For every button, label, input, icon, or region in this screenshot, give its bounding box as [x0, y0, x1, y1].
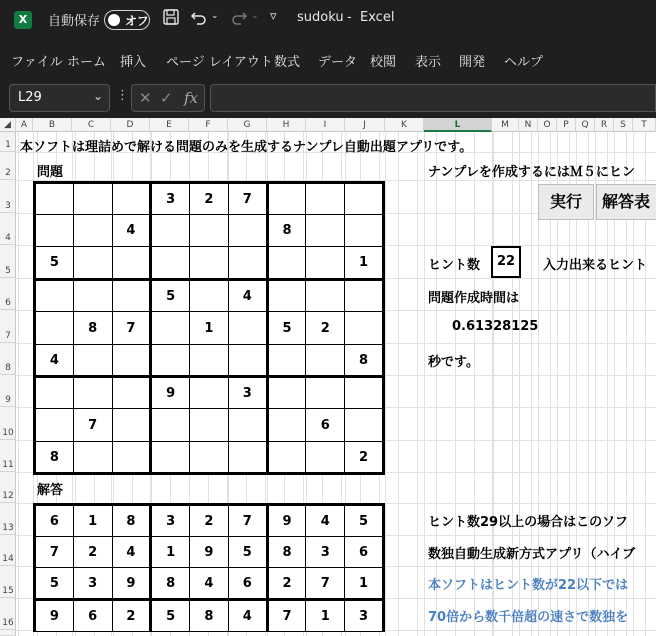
sudoku-cell[interactable]: 8	[267, 215, 306, 247]
sudoku-cell[interactable]	[35, 280, 74, 312]
note-speed-1: 本ソフトはヒント数が22以下では	[428, 578, 629, 593]
sudoku-cell[interactable]	[267, 183, 306, 215]
row-header[interactable]: 13	[0, 503, 16, 535]
col-header-q[interactable]: Q	[576, 118, 595, 132]
sudoku-cell[interactable]	[190, 280, 229, 312]
sudoku-cell[interactable]	[35, 312, 74, 345]
undo-dropdown-icon[interactable]: ⌄	[211, 11, 219, 21]
sudoku-cell[interactable]	[73, 215, 112, 247]
sudoku-cell[interactable]: 8	[73, 312, 112, 345]
sudoku-cell[interactable]	[190, 345, 229, 377]
row-header[interactable]: 8	[0, 343, 16, 375]
col-header-s[interactable]: S	[614, 118, 633, 132]
sudoku-cell[interactable]: 3	[345, 600, 384, 632]
sudoku-cell[interactable]: 3	[228, 377, 267, 409]
col-header-r[interactable]: R	[595, 118, 614, 132]
sudoku-cell[interactable]	[151, 409, 190, 442]
sudoku-cell[interactable]: 8	[112, 505, 151, 537]
sudoku-cell[interactable]: 2	[190, 183, 229, 215]
sudoku-cell[interactable]	[228, 312, 267, 345]
sudoku-cell[interactable]	[151, 247, 190, 280]
sudoku-cell[interactable]: 6	[345, 537, 384, 568]
sudoku-cell[interactable]	[73, 280, 112, 312]
tab-page-layout[interactable]: ページ レイアウト	[166, 55, 273, 70]
formula-bar	[0, 78, 656, 118]
row-header[interactable]: 1	[0, 132, 16, 152]
problem-label: 問題	[37, 165, 64, 180]
sudoku-cell[interactable]: 4	[306, 505, 345, 537]
app-name: Excel	[360, 10, 395, 25]
tab-data[interactable]: データ	[318, 55, 358, 70]
sudoku-cell[interactable]: 3	[73, 568, 112, 600]
sudoku-cell[interactable]: 8	[345, 345, 384, 377]
sudoku-cell[interactable]: 7	[112, 312, 151, 345]
grid-row	[35, 377, 384, 409]
select-all-corner[interactable]: ◢	[0, 118, 16, 132]
sudoku-cell[interactable]	[345, 409, 384, 442]
row-header[interactable]: 16	[0, 598, 16, 630]
time-label: 問題作成時間は	[428, 291, 520, 306]
cancel-icon[interactable]: ✕	[139, 89, 152, 107]
enter-icon[interactable]: ✓	[160, 89, 173, 107]
name-box-value: L29	[18, 90, 42, 105]
puzzle-grid	[33, 181, 385, 475]
title-bar	[0, 0, 656, 40]
customize-toolbar-icon[interactable]: ▿	[270, 9, 277, 24]
col-header-f[interactable]: F	[189, 118, 228, 132]
grid-row	[35, 600, 384, 632]
sudoku-cell[interactable]	[306, 345, 345, 377]
sudoku-cell[interactable]: 4	[228, 600, 267, 632]
sudoku-cell[interactable]	[306, 247, 345, 280]
note-hint29: ヒント数29以上の場合はこのソフ	[428, 515, 628, 530]
sudoku-cell[interactable]: 1	[306, 600, 345, 632]
col-header-m[interactable]: M	[492, 118, 519, 132]
grid-row	[35, 568, 384, 600]
note-new-app: 数独自動生成新方式アプリ（ハイブ	[428, 547, 636, 562]
sudoku-cell[interactable]: 3	[151, 183, 190, 215]
row-header[interactable]: 4	[0, 213, 16, 245]
column-headers	[0, 118, 656, 132]
tab-developer[interactable]: 開発	[459, 55, 486, 70]
sudoku-cell[interactable]	[73, 183, 112, 215]
sudoku-cell[interactable]	[190, 247, 229, 280]
sudoku-cell[interactable]	[73, 247, 112, 280]
name-box[interactable]	[9, 84, 110, 112]
sudoku-cell[interactable]	[112, 247, 151, 280]
sudoku-cell[interactable]	[112, 345, 151, 377]
grid-row	[35, 215, 384, 247]
sudoku-cell[interactable]: 6	[73, 600, 112, 632]
sudoku-cell[interactable]: 2	[345, 442, 384, 474]
sudoku-cell[interactable]	[73, 442, 112, 474]
sudoku-cell[interactable]	[35, 183, 74, 215]
col-header-k[interactable]: K	[385, 118, 424, 132]
sudoku-cell[interactable]	[228, 442, 267, 474]
sudoku-cell[interactable]: 8	[190, 600, 229, 632]
sudoku-cell[interactable]	[228, 247, 267, 280]
answer-button[interactable]: 解答表	[596, 184, 656, 220]
sudoku-cell[interactable]: 9	[112, 568, 151, 600]
sudoku-cell[interactable]: 1	[345, 568, 384, 600]
grid-row	[35, 345, 384, 377]
sudoku-cell[interactable]: 7	[228, 183, 267, 215]
col-header-a[interactable]: A	[16, 118, 33, 132]
sudoku-cell[interactable]: 4	[112, 537, 151, 568]
sudoku-cell[interactable]	[35, 377, 74, 409]
grid-row	[35, 247, 384, 280]
col-header-g[interactable]: G	[228, 118, 267, 132]
hint-count-input[interactable]: 22	[491, 246, 521, 278]
sudoku-cell[interactable]: 9	[267, 505, 306, 537]
sudoku-cell[interactable]	[228, 409, 267, 442]
row-header[interactable]: 5	[0, 245, 16, 278]
sudoku-cell[interactable]	[228, 215, 267, 247]
row-header[interactable]	[0, 630, 16, 636]
col-header-i[interactable]: I	[306, 118, 345, 132]
grid-row	[35, 537, 384, 568]
row-header[interactable]: 9	[0, 375, 16, 407]
col-header-d[interactable]: D	[111, 118, 150, 132]
chevron-down-icon[interactable]: ⌄	[92, 89, 103, 103]
sudoku-cell[interactable]	[345, 215, 384, 247]
sudoku-cell[interactable]	[345, 183, 384, 215]
sudoku-cell[interactable]	[35, 409, 74, 442]
col-header-n[interactable]: N	[519, 118, 538, 132]
col-header-h[interactable]: H	[267, 118, 306, 132]
sudoku-cell[interactable]: 9	[35, 600, 74, 632]
sudoku-cell[interactable]: 4	[112, 215, 151, 247]
sudoku-cell[interactable]: 1	[151, 537, 190, 568]
sudoku-cell[interactable]	[112, 183, 151, 215]
note-speed-2: 70倍から数千倍超の速さで数独を	[428, 610, 629, 625]
hint-label: ヒント数	[428, 258, 481, 273]
sudoku-cell[interactable]: 6	[306, 409, 345, 442]
col-header-o[interactable]: O	[538, 118, 557, 132]
sudoku-cell[interactable]	[267, 280, 306, 312]
tab-insert[interactable]: 挿入	[120, 55, 147, 70]
toggle-state-label: オフ	[125, 14, 149, 28]
sudoku-cell[interactable]: 5	[151, 280, 190, 312]
grid-row	[35, 442, 384, 474]
sudoku-cell[interactable]: 5	[267, 312, 306, 345]
more-options-icon[interactable]: ⋮	[116, 88, 129, 103]
sudoku-cell[interactable]: 3	[151, 505, 190, 537]
instruction-text: ナンプレを作成するにはＭ５にヒン	[428, 165, 635, 180]
sudoku-cell[interactable]: 5	[228, 537, 267, 568]
sudoku-cell[interactable]: 7	[306, 568, 345, 600]
sudoku-cell[interactable]	[190, 377, 229, 409]
sudoku-cell[interactable]	[151, 442, 190, 474]
col-header-l[interactable]: L	[424, 118, 492, 132]
grid-row	[35, 505, 384, 537]
hint-note: 入力出来るヒント	[543, 258, 648, 273]
sudoku-cell[interactable]: 8	[151, 568, 190, 600]
row-header[interactable]: 12	[0, 472, 16, 503]
time-value: 0.61328125	[452, 319, 539, 334]
sudoku-cell[interactable]: 2	[112, 600, 151, 632]
col-header-t[interactable]: T	[633, 118, 656, 132]
tab-formulas[interactable]: 数式	[274, 55, 301, 70]
sudoku-cell[interactable]	[151, 215, 190, 247]
sudoku-cell[interactable]	[112, 442, 151, 474]
sudoku-cell[interactable]	[345, 312, 384, 345]
sudoku-cell[interactable]: 9	[190, 537, 229, 568]
sudoku-cell[interactable]	[112, 409, 151, 442]
col-header-j[interactable]: J	[345, 118, 385, 132]
row-header[interactable]: 6	[0, 278, 16, 310]
sudoku-cell[interactable]: 6	[35, 505, 74, 537]
sudoku-cell[interactable]	[306, 183, 345, 215]
sudoku-cell[interactable]	[345, 377, 384, 409]
tab-review[interactable]: 校閲	[370, 55, 397, 70]
save-icon[interactable]	[162, 8, 180, 30]
tab-home[interactable]: ホーム	[67, 55, 107, 70]
sudoku-cell[interactable]: 5	[35, 247, 74, 280]
grid-row	[35, 280, 384, 312]
sudoku-cell[interactable]	[190, 215, 229, 247]
sudoku-cell[interactable]: 1	[345, 247, 384, 280]
title-separator: -	[347, 10, 352, 25]
row-header[interactable]: 2	[0, 152, 16, 180]
sudoku-cell[interactable]	[151, 345, 190, 377]
sudoku-cell[interactable]	[345, 280, 384, 312]
row-header[interactable]: 15	[0, 566, 16, 598]
sudoku-cell[interactable]	[267, 247, 306, 280]
sudoku-cell[interactable]	[190, 409, 229, 442]
grid-row	[35, 409, 384, 442]
sudoku-cell[interactable]: 2	[267, 568, 306, 600]
sudoku-cell[interactable]	[190, 442, 229, 474]
formula-buttons	[131, 84, 205, 112]
sudoku-cell[interactable]	[267, 377, 306, 409]
sudoku-cell[interactable]	[228, 345, 267, 377]
row-header[interactable]: 10	[0, 407, 16, 440]
sudoku-cell[interactable]: 7	[267, 600, 306, 632]
sudoku-cell[interactable]: 4	[228, 280, 267, 312]
sudoku-cell[interactable]	[306, 280, 345, 312]
file-name: sudoku	[297, 10, 344, 25]
sheet-title: 本ソフトは理詰めで解ける問題のみを生成するナンプレ自動出題アプリです。	[20, 140, 473, 155]
gridline	[385, 132, 386, 636]
redo-icon[interactable]	[230, 9, 248, 31]
time-unit: 秒です。	[428, 355, 479, 370]
sudoku-cell[interactable]	[151, 312, 190, 345]
grid-row	[35, 183, 384, 215]
row-header[interactable]: 3	[0, 180, 16, 213]
sudoku-cell[interactable]	[73, 377, 112, 409]
sudoku-cell[interactable]: 7	[228, 505, 267, 537]
tab-help[interactable]: ヘルプ	[504, 55, 544, 70]
sudoku-cell[interactable]: 4	[35, 345, 74, 377]
col-header-e[interactable]: E	[150, 118, 189, 132]
sudoku-cell[interactable]: 5	[345, 505, 384, 537]
sudoku-cell[interactable]	[306, 377, 345, 409]
sudoku-cell[interactable]: 2	[73, 537, 112, 568]
sudoku-cell[interactable]: 9	[151, 377, 190, 409]
redo-dropdown-icon[interactable]: ⌄	[251, 11, 259, 21]
sudoku-cell[interactable]	[306, 215, 345, 247]
ribbon-tabs	[0, 40, 656, 78]
sudoku-cell[interactable]: 3	[306, 537, 345, 568]
formula-input[interactable]	[210, 84, 656, 112]
row-header[interactable]: 14	[0, 535, 16, 566]
sudoku-cell[interactable]: 8	[35, 442, 74, 474]
solution-grid	[33, 503, 385, 632]
sudoku-cell[interactable]	[306, 442, 345, 474]
autosave-label: 自動保存	[48, 14, 101, 29]
sudoku-cell[interactable]	[267, 345, 306, 377]
sudoku-cell[interactable]	[73, 345, 112, 377]
run-button[interactable]: 実行	[538, 184, 594, 220]
autosave-toggle[interactable]	[104, 10, 150, 30]
excel-logo-icon: X	[14, 11, 32, 29]
sudoku-cell[interactable]: 4	[190, 568, 229, 600]
tab-view[interactable]: 表示	[415, 55, 442, 70]
row-header[interactable]: 7	[0, 310, 16, 343]
undo-icon[interactable]	[190, 9, 208, 31]
sudoku-cell[interactable]: 2	[306, 312, 345, 345]
sudoku-cell[interactable]	[267, 442, 306, 474]
sudoku-cell[interactable]: 5	[35, 568, 74, 600]
sudoku-cell[interactable]	[267, 409, 306, 442]
sudoku-cell[interactable]: 7	[35, 537, 74, 568]
tab-file[interactable]: ファイル	[11, 55, 63, 70]
sudoku-cell[interactable]: 2	[190, 505, 229, 537]
sudoku-cell[interactable]: 5	[151, 600, 190, 632]
col-header-b[interactable]: B	[33, 118, 72, 132]
col-header-p[interactable]: P	[557, 118, 576, 132]
toggle-knob	[108, 14, 120, 26]
worksheet[interactable]	[0, 132, 656, 636]
sudoku-cell[interactable]	[112, 377, 151, 409]
grid-row	[35, 312, 384, 345]
sudoku-cell[interactable]: 7	[73, 409, 112, 442]
insert-function-icon[interactable]: fx	[184, 89, 199, 107]
sudoku-cell[interactable]: 1	[73, 505, 112, 537]
gridline	[424, 132, 425, 636]
sudoku-cell[interactable]: 8	[267, 537, 306, 568]
answer-label: 解答	[37, 483, 64, 498]
sudoku-cell[interactable]: 6	[228, 568, 267, 600]
sudoku-cell[interactable]	[35, 215, 74, 247]
sudoku-cell[interactable]: 1	[190, 312, 229, 345]
sudoku-cell[interactable]	[112, 280, 151, 312]
col-header-c[interactable]: C	[72, 118, 111, 132]
row-header[interactable]: 11	[0, 440, 16, 472]
